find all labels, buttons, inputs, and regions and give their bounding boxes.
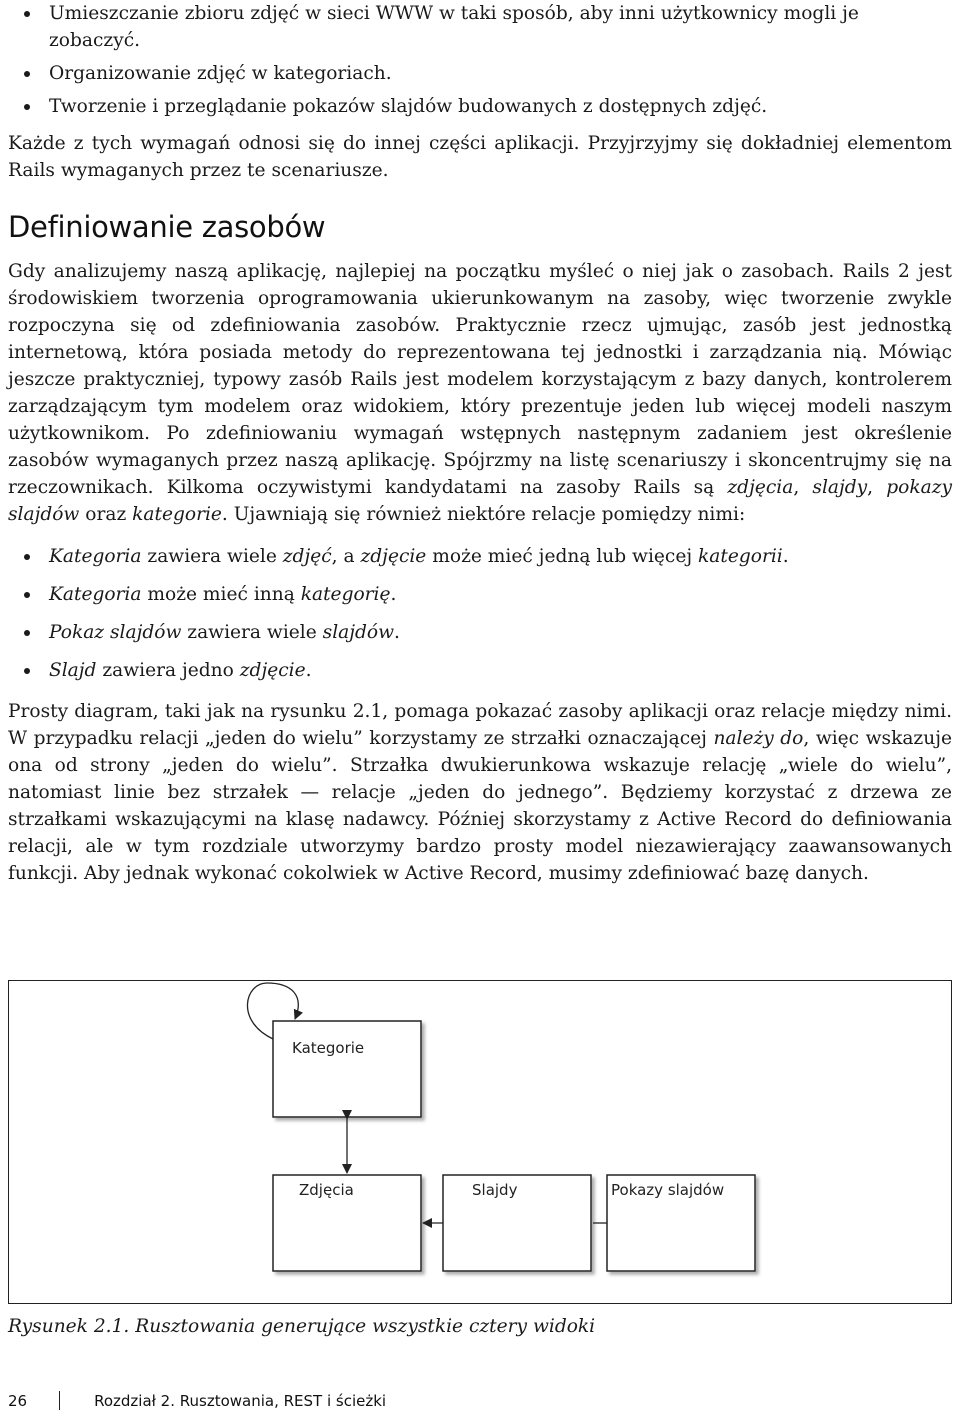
term: Kategoria: [49, 546, 142, 567]
text: zawiera wiele: [181, 622, 323, 643]
label-pokazy-slajdow: Pokazy slajdów: [611, 1181, 725, 1199]
term: kategorii: [698, 546, 783, 567]
figure-caption: Rysunek 2.1. Rusztowania generujące wszystkie cztery widoki: [8, 1316, 596, 1337]
relationship-diagram: [9, 981, 950, 1302]
intro-bullet-item: Umieszczanie zbioru zdjęć w sieci WWW w taki sposób, aby inni użytkownicy mogli je zobaczyć.: [8, 0, 952, 54]
relation-bullet-item: [8, 543, 952, 570]
page-number: 26: [8, 1392, 28, 1410]
text: .: [782, 546, 789, 567]
term-zdjecia: zdjęcia: [727, 477, 794, 498]
term-slajdy: slajdy: [812, 477, 868, 498]
term: Pokaz slajdów: [49, 622, 182, 643]
term: kategorię: [300, 584, 391, 605]
term: Slajd: [49, 660, 97, 681]
page-footer: [8, 1391, 386, 1410]
term-pokazy-slajdow: pokazy slajdów: [8, 477, 952, 525]
relation-bullet-item: [8, 581, 952, 608]
body-paragraph: [8, 258, 952, 528]
footer-separator: [59, 1391, 60, 1410]
body-text: oraz: [79, 504, 133, 525]
body-text: Gdy analizujemy naszą aplikację, najlepiej na początku myśleć o niej jak o zasobach. Rails 2 jest środowiskiem tworzenia oprogramowania ukierunkowanym na zasoby, więc tworzenie zwykle rozpoczyna się od zdefiniowania zasobów. Praktycznie rzecz ujmując, zasób jest jednostką internetową, która posiada metody do reprezentowana tej jednostki i zarządzania nią. Mówiąc jeszcze praktyczniej, typowy zasób Rails jest modelem korzystającym z bazy danych, kontrolerem zarządzającym tym modelem oraz widokiem, który prezentuje jeden lub więcej modeli naszym użytkownikom. Po zdefiniowaniu wymagań wstępnych następnym zadaniem jest określenie zasobów wymaganych przez naszą aplikację. Spójrzmy na listę scenariuszy i skoncentrujmy się na rzeczownikach. Kilkoma oczywistymi kandydatami na zasoby Rails są: [8, 261, 952, 498]
intro-bullet-list: [8, 0, 952, 120]
body-text: ,: [793, 477, 813, 498]
relation-bullet-list: [8, 543, 952, 684]
body-text: Prosty diagram, taki jak na rysunku 2.1, pomaga pokazać zasoby aplikacji oraz relacje między nimi. W przypadku relacji „jeden do wielu” korzystamy ze strzałki oznaczającej: [8, 701, 952, 749]
intro-bullet-item: Organizowanie zdjęć w kategoriach.: [8, 60, 952, 87]
body-text: , więc wskazuje ona od strony „jeden do wielu”. Strzałka dwukierunkowa wskazuje relację „wiele do wielu”, natomiast linie bez strzałek — relacje „jeden do jednego”. Będziemy korzystać z drzewa ze strzałkami wskazującymi na klasę nadawcy. Później skorzystamy z Active Record do definiowania relacji, ale w tym rozdziale utworzymy bardzo prosty model niezawierający zaawansowanych funkcji. Aby jednak wykonać cokolwiek w Active Record, musimy zdefiniować bazę danych.: [8, 728, 952, 884]
section-heading: Definiowanie zasobów: [8, 210, 326, 244]
text: może mieć jedną lub więcej: [426, 546, 699, 567]
term: Kategoria: [49, 584, 142, 605]
intro-bullet-item: Tworzenie i przeglądanie pokazów slajdów budowanych z dostępnych zdjęć.: [8, 93, 952, 120]
label-slajdy: Slajdy: [472, 1181, 518, 1199]
text: zawiera jedno: [96, 660, 240, 681]
diagram-paragraph: [8, 698, 952, 887]
text: zawiera wiele: [141, 546, 283, 567]
body-text: . Ujawniają się również niektóre relacje pomiędzy nimi:: [221, 504, 746, 525]
body-text: ,: [867, 477, 887, 498]
text: .: [305, 660, 312, 681]
text: .: [390, 584, 397, 605]
term: zdjęcie: [360, 546, 427, 567]
text: może mieć inną: [141, 584, 301, 605]
term: zdjęć: [282, 546, 332, 567]
page-body: [8, 0, 952, 887]
label-zdjecia: Zdjęcia: [299, 1181, 354, 1199]
relation-bullet-item: [8, 657, 952, 684]
text: .: [394, 622, 400, 643]
box-kategorie: [273, 1021, 421, 1117]
intro-paragraph: Każde z tych wymagań odnosi się do innej części aplikacji. Przyjrzyjmy się dokładniej elementom Rails wymaganych przez te scenariusze.: [8, 133, 952, 181]
figure-diagram: [8, 980, 952, 1304]
chapter-title: Rozdział 2. Rusztowania, REST i ścieżki: [94, 1392, 387, 1410]
term-kategorie: kategorie: [132, 504, 222, 525]
relation-bullet-item: [8, 619, 952, 646]
label-kategorie: Kategorie: [292, 1039, 365, 1057]
term: slajdów: [322, 622, 395, 643]
term: zdjęcie: [239, 660, 306, 681]
text: , a: [331, 546, 361, 567]
term-nalezy-do: należy do: [713, 728, 804, 749]
